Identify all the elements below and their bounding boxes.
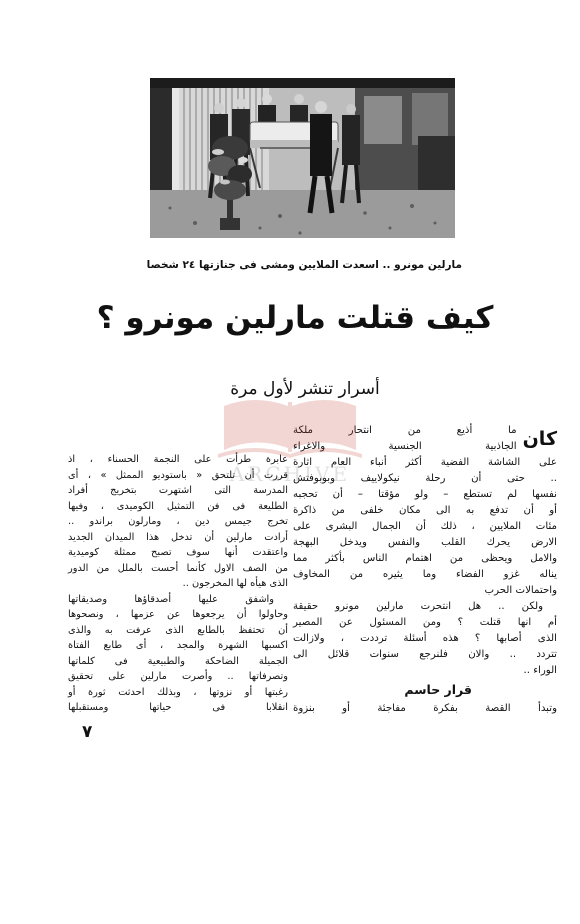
photo-ground bbox=[150, 190, 455, 238]
text-line: .. حتى أن رحلة نيكولاييف وبوبوفتش bbox=[293, 473, 557, 484]
section-subheading: قرار حاسم bbox=[404, 682, 472, 697]
page-number: ٧ bbox=[82, 722, 93, 742]
text-line: انقلابا فى حياتها ومستقبلها bbox=[68, 702, 288, 713]
text-line: والامل ويحظى من اهتمام الناس بأكثر مما bbox=[293, 553, 557, 564]
text-line: الذى هيأه لها المخرجون .. bbox=[182, 578, 288, 589]
right-column bbox=[293, 423, 557, 717]
text-line: اكسبها الشهرة والمجد ، أى طابع الفتاة bbox=[68, 640, 288, 651]
photo-ceiling bbox=[150, 78, 455, 88]
funeral-photo bbox=[150, 78, 455, 238]
text-line: واشفق عليها أصدقاؤها وصديقاتها bbox=[68, 593, 274, 605]
text-line: على الشاشة الفضية أكثر أنباء العام اثارة bbox=[293, 457, 557, 468]
text-line: عابرة طرأت على النجمة الحسناء ، اذ bbox=[68, 454, 288, 465]
text-line: وتبدأ القصة بفكرة مفاجئة أو بنزوة bbox=[293, 703, 557, 714]
text-line: أم انها قتلت ؟ ومن المسئول عن المصير bbox=[293, 617, 557, 628]
text-line: مئات الملايين ، ذلك أن الجمال البشرى على bbox=[293, 521, 557, 532]
text-line: قررت أن تلتحق « باستوديو الممثل » ، أى bbox=[68, 469, 288, 481]
watermark-text: ARCHIVE bbox=[229, 462, 351, 486]
text-line: أرادت مارلين أن تدخل هذا الميدان الجديد bbox=[68, 531, 288, 543]
funeral-photo-graphic bbox=[150, 78, 455, 238]
text-line: الذى أصابها ؟ هذه أسئلة ترددت ، ولازالت bbox=[293, 633, 557, 644]
paragraph bbox=[68, 592, 288, 716]
right-column-closing bbox=[293, 701, 557, 717]
photo-caption: مارلين مونرو .. اسعدت الملايين ومشى فى جنازتها ٢٤ شخصا bbox=[146, 259, 462, 271]
article-title: كيف قتلت مارلين مونرو ؟ bbox=[96, 300, 494, 336]
photo-left-frame bbox=[172, 88, 179, 190]
article-subtitle: أسرار تنشر لأول مرة bbox=[230, 379, 380, 399]
text-line: أو أن تدفع به الى مكان خلفى من ذاكرة bbox=[293, 505, 557, 516]
text-line: ولكن .. هل انتحرت مارلين مونرو حقيقة bbox=[293, 601, 543, 612]
paragraph bbox=[293, 599, 557, 679]
left-column bbox=[68, 452, 288, 716]
text-line: وتصرفاتها .. وأصرت مارلين على تحقيق bbox=[68, 671, 288, 682]
text-line: الطليعة فى فن التمثيل الكوميدى ، وفيها bbox=[68, 500, 288, 512]
paragraph bbox=[68, 452, 288, 592]
right-column-body bbox=[293, 423, 557, 679]
paragraph bbox=[293, 423, 557, 599]
text-line: تتردد .. والان فلنرجع سنوات قلائل الى bbox=[293, 649, 557, 660]
text-line: نفسها لم تستطع – ولو مؤقتا – أن تحجبه bbox=[293, 489, 557, 500]
text-line: المدرسة التى اشتهرت بتخريج أفراد bbox=[68, 485, 288, 496]
photo-window-pane bbox=[364, 96, 402, 144]
text-line: يناله غزو الفضاء وما يثيره من المخاوف bbox=[293, 569, 557, 580]
text-line: ما أذيع من انتحار ملكة bbox=[293, 425, 517, 436]
text-line: رغبتها أو نزوتها ، وبذلك احدثت ثورة أو bbox=[68, 686, 288, 698]
photo-left-window bbox=[150, 88, 172, 190]
text-line: واحتمالات الحرب bbox=[484, 585, 557, 596]
photo-dark-foliage bbox=[418, 136, 455, 198]
text-line: الارض يحرك القلب والنفس ويدخل البهجة bbox=[293, 537, 557, 548]
text-line: تخرج جيمس دين ، ومارلون براندو .. bbox=[68, 516, 288, 527]
text-line: الوراء .. bbox=[523, 665, 557, 676]
lead-word: كان bbox=[522, 428, 557, 450]
text-line: أن تحتفظ بالطابع الذى عرفت به والذى bbox=[68, 624, 288, 636]
paragraph bbox=[293, 701, 557, 717]
text-line: من الصف الاول كأنما أحست بالملل من الدور bbox=[68, 562, 288, 574]
text-line: وحاولوا أن يرجعوها عن عزمها ، ونصحوها bbox=[68, 609, 288, 620]
text-line: الجاذبية الجنسية والاغراء bbox=[293, 441, 517, 452]
text-line: واعتقدت أنها سوف تصبح ممثلة كوميدية bbox=[68, 547, 288, 558]
text-line: الجميلة الضاحكة والطبيعية فى كلماتها bbox=[68, 655, 288, 667]
